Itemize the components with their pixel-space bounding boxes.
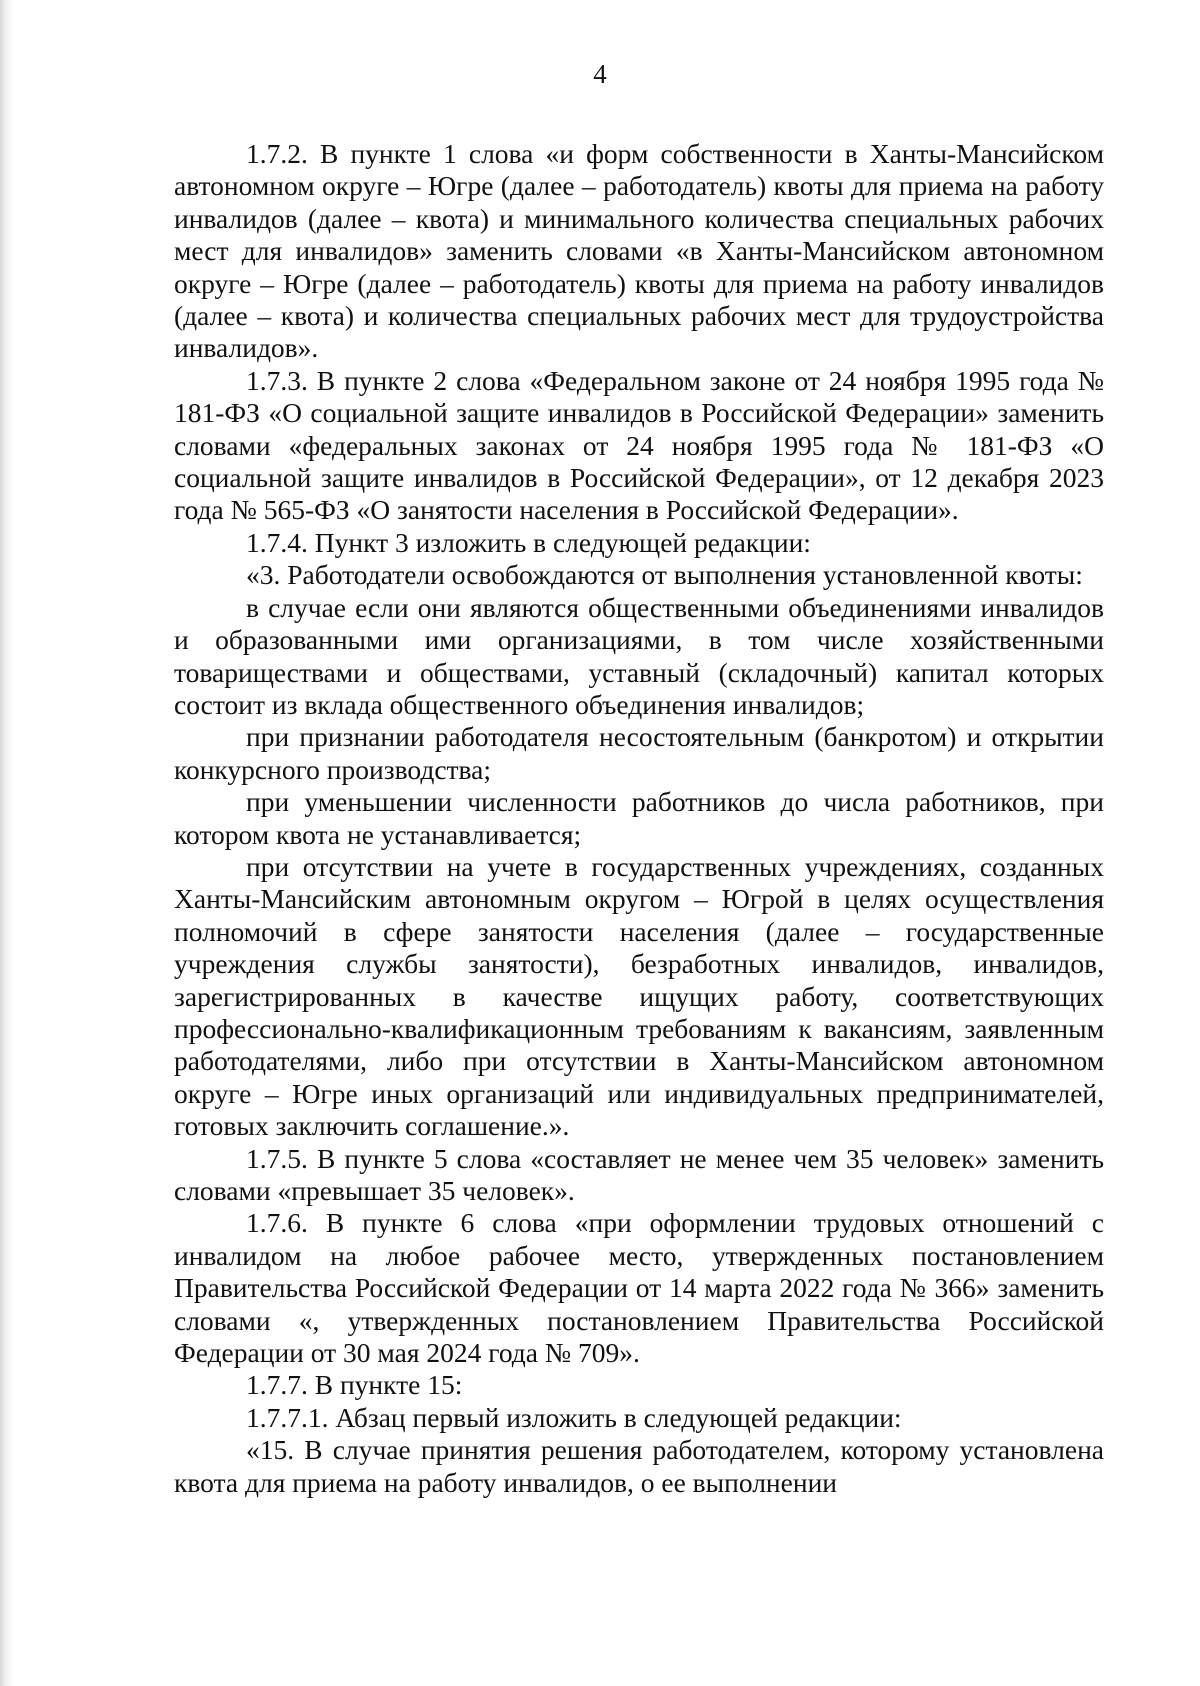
paragraph-exemption-public-associations: в случае если они являются общественными объединениями инвалидов и образованными ими организациями, в том числе хозяйственными товариществами и обществами, уставный (складочный) капитал которых состоит из вклада общественного объединения инвалидов;: [174, 591, 1104, 720]
paragraph-item-15: «15. В случае принятия решения работодателем, которому установлена квота для приема на работу инвалидов, о ее выполнении: [174, 1434, 1104, 1498]
paragraph-1-7-4: 1.7.4. Пункт 3 изложить в следующей редакции:: [246, 526, 811, 558]
paragraph-item-3: «3. Работодатели освобождаются от выполнения установленной квоты:: [246, 559, 1083, 591]
scan-edge-shadow: [0, 0, 14, 1686]
paragraph-1-7-3: 1.7.3. В пункте 2 слова «Федеральном законе от 24 ноября 1995 года № 181-ФЗ «О социальной защите инвалидов в Российской Федерации» заменить словами «федеральных законах от 24 ноября 1995 года № 181-ФЗ «О социальной защите инвалидов в Российской Федерации», от 12 декабря 2023 года № 565-ФЗ «О занятости населения в Российской Федерации».: [174, 364, 1104, 526]
document-body: [174, 138, 1104, 1499]
paragraph-1-7-5: 1.7.5. В пункте 5 слова «составляет не менее чем 35 человек» заменить словами «превышает 35 человек».: [174, 1142, 1104, 1206]
paragraph-1-7-2: 1.7.2. В пункте 1 слова «и форм собственности в Ханты-Мансийском автономном округе – Югре (далее – работодатель) квоты для приема на работу инвалидов (далее – квота) и минимального количества специальных рабочих мест для инвалидов» заменить словами «в Ханты-Мансийском автономном округе – Югре (далее – работодатель) квоты для приема на работу инвалидов (далее – квота) и количества специальных рабочих мест для трудоустройства инвалидов».: [174, 138, 1104, 364]
paragraph-exemption-no-candidates: при отсутствии на учете в государственных учреждениях, созданных Ханты-Мансийским автономным округом – Югрой в целях осуществления полномочий в сфере занятости населения (далее – государственные учреждения службы занятости), безработных инвалидов, инвалидов, зарегистрированных в качестве ищущих работу, соответствующих профессионально-квалификационным требованиям к вакансиям, заявленным работодателями, либо при отсутствии в Ханты-Мансийском автономном округе – Югре иных организаций или индивидуальных предпринимателей, готовых заключить соглашение.».: [174, 850, 1104, 1142]
page-number: 4: [593, 59, 607, 89]
paragraph-exemption-bankruptcy: при признании работодателя несостоятельным (банкротом) и открытии конкурсного производства;: [174, 721, 1104, 785]
paragraph-1-7-7: 1.7.7. В пункте 15:: [246, 1369, 463, 1401]
paragraph-1-7-6: 1.7.6. В пункте 6 слова «при оформлении трудовых отношений с инвалидом на любое рабочее место, утвержденных постановлением Правительства Российской Федерации от 14 марта 2022 года № 366» заменить словами «, утвержденных постановлением Правительства Российской Федерации от 30 мая 2024 года № 709».: [174, 1207, 1104, 1369]
paragraph-exemption-headcount: при уменьшении численности работников до числа работников, при котором квота не устанавливается;: [174, 786, 1104, 850]
paragraph-1-7-7-1: 1.7.7.1. Абзац первый изложить в следующей редакции:: [246, 1401, 902, 1433]
